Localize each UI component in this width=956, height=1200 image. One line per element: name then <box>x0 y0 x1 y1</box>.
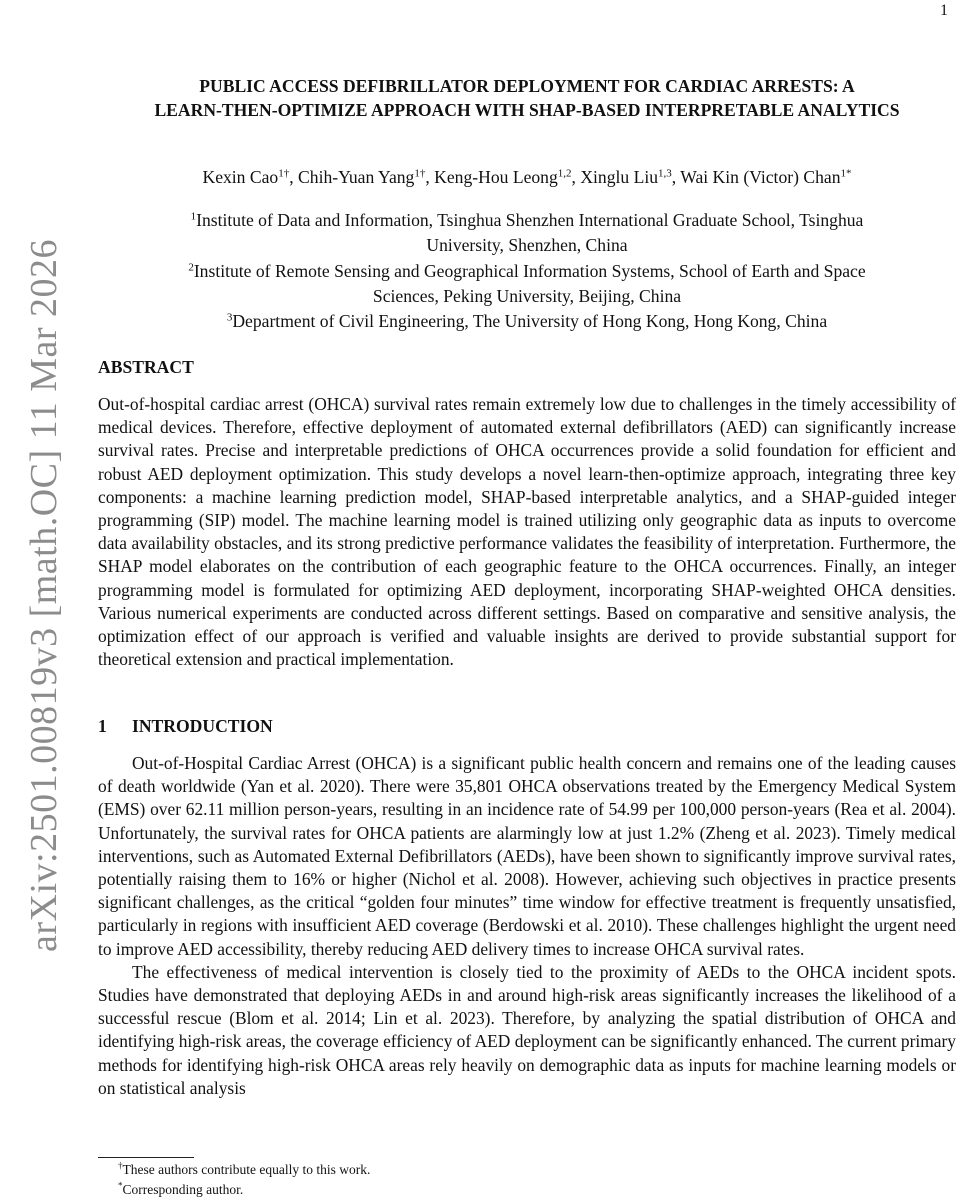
page-number: 1 <box>940 2 948 19</box>
author: Keng-Hou Leong$^{1,2}$, <box>434 167 581 187</box>
paper-title <box>98 74 956 122</box>
section-title: INTRODUCTION <box>132 716 273 736</box>
abstract-heading: ABSTRACT <box>98 357 194 377</box>
footnote-corresponding-author: *Corresponding author. <box>118 1180 244 1197</box>
paragraph: Out-of-Hospital Cardiac Arrest (OHCA) is a significant public health concern and remains one of the leading causes of death worldwide (Yan et al. 2020). There were 35,801 OHCA observations treated by the Emergency Medical System (EMS) over 62.11 million person-years, resulting in an incidence rate of 54.99 per 100,000 person-years (Rea et al. 2004). Unfortunately, the survival rates for OHCA patients are alarmingly low at just 1.2% (Zheng et al. 2023). Timely medical interventions, such as Automated External Defibrillators (AEDs), have been shown to significantly improve survival rates, potentially raising them to 16% or higher (Nichol et al. 2008). However, achieving such objectives in practice presents significant challenges, as the critical “golden four minutes” time window for effective treatment is frequently unsatisfied, particularly in regions with insufficient AED coverage (Berdowski et al. 2010). These challenges highlight the urgent need to improve AED accessibility, thereby reducing AED delivery times to increase OHCA survival rates. <box>98 753 956 959</box>
footnote-equal-contribution: †These authors contribute equally to this work. <box>118 1160 371 1177</box>
introduction-body <box>98 752 956 1100</box>
affiliation-1-cont: University, Shenzhen, China <box>426 235 628 256</box>
title-line-2: LEARN-THEN-OPTIMIZE APPROACH WITH SHAP-BASED INTERPRETABLE ANALYTICS <box>154 100 900 120</box>
affiliation-list <box>98 208 956 334</box>
author: Xinglu Liu$^{1,3}$, <box>580 167 681 187</box>
title-line-1: PUBLIC ACCESS DEFIBRILLATOR DEPLOYMENT FOR CARDIAC ARRESTS: A <box>199 76 855 96</box>
arxiv-identifier-stamp: arXiv:2501.00819v3 [math.OC] 11 Mar 2026 <box>23 238 65 952</box>
affiliation-1: $^1$Institute of Data and Information, Tsinghua Shenzhen International Graduate School, Tsinghua <box>190 210 864 230</box>
paragraph: The effectiveness of medical intervention is closely tied to the proximity of AEDs to the OHCA incident spots. Studies have demonstrated that deploying AEDs in and around high-risk areas significantly increases the likelihood of a successful rescue (Blom et al. 2014; Lin et al. 2023). Therefore, by analyzing the spatial distribution of OHCA and identifying high-risk areas, the coverage efficiency of AED deployment can be significantly enhanced. The current primary methods for identifying high-risk OHCA areas rely heavily on demographic data as inputs for machine learning models or on statistical analysis <box>98 961 956 1098</box>
author: Chih-Yuan Yang$^{1\dagger}$, <box>298 167 435 187</box>
author: Kexin Cao$^{1\dagger}$, <box>202 167 299 187</box>
introduction-heading <box>98 716 273 737</box>
footnote-divider <box>98 1157 194 1158</box>
section-number: 1 <box>98 716 107 736</box>
affiliation-2-cont: Sciences, Peking University, Beijing, China <box>372 285 682 306</box>
affiliation-2: $^2$Institute of Remote Sensing and Geographical Information Systems, School of Earth and Space <box>188 260 866 281</box>
abstract-text: Out-of-hospital cardiac arrest (OHCA) survival rates remain extremely low due to challenges in the timely accessibility of medical devices. Therefore, effective deployment of automated external defibrillators (AED) can significantly increase survival rates. Precise and interpretable predictions of OHCA occurrences provide a solid foundation for efficient and robust AED deployment optimization. This study develops a novel learn-then-optimize approach, integrating three key components: a machine learning prediction model, SHAP-based interpretable analytics, and a SHAP-guided integer programming (SIP) model. The machine learning model is trained utilizing only geographic data as inputs to overcome data availability obstacles, and its strong predictive performance validates the feasibility of interpretation. Furthermore, the SHAP model elaborates on the contribution of each geographic feature to the OHCA occurrences. Finally, an integer programming model is formulated for optimizing AED deployment, incorporating SHAP-weighted OHCA densities. Various numerical experiments are conducted across different settings. Based on comparative and sensitive analysis, the optimization effect of our approach is verified and valuable insights are derived to provide substantial support for theoretical extension and practical implementation. <box>98 394 956 670</box>
author-list <box>98 164 956 190</box>
author: Wai Kin (Victor) Chan$^{1*}$ <box>680 167 852 187</box>
affiliation-3: $^3$Department of Civil Engineering, The University of Hong Kong, Hong Kong, China <box>226 311 828 332</box>
footnotes <box>118 1160 370 1200</box>
